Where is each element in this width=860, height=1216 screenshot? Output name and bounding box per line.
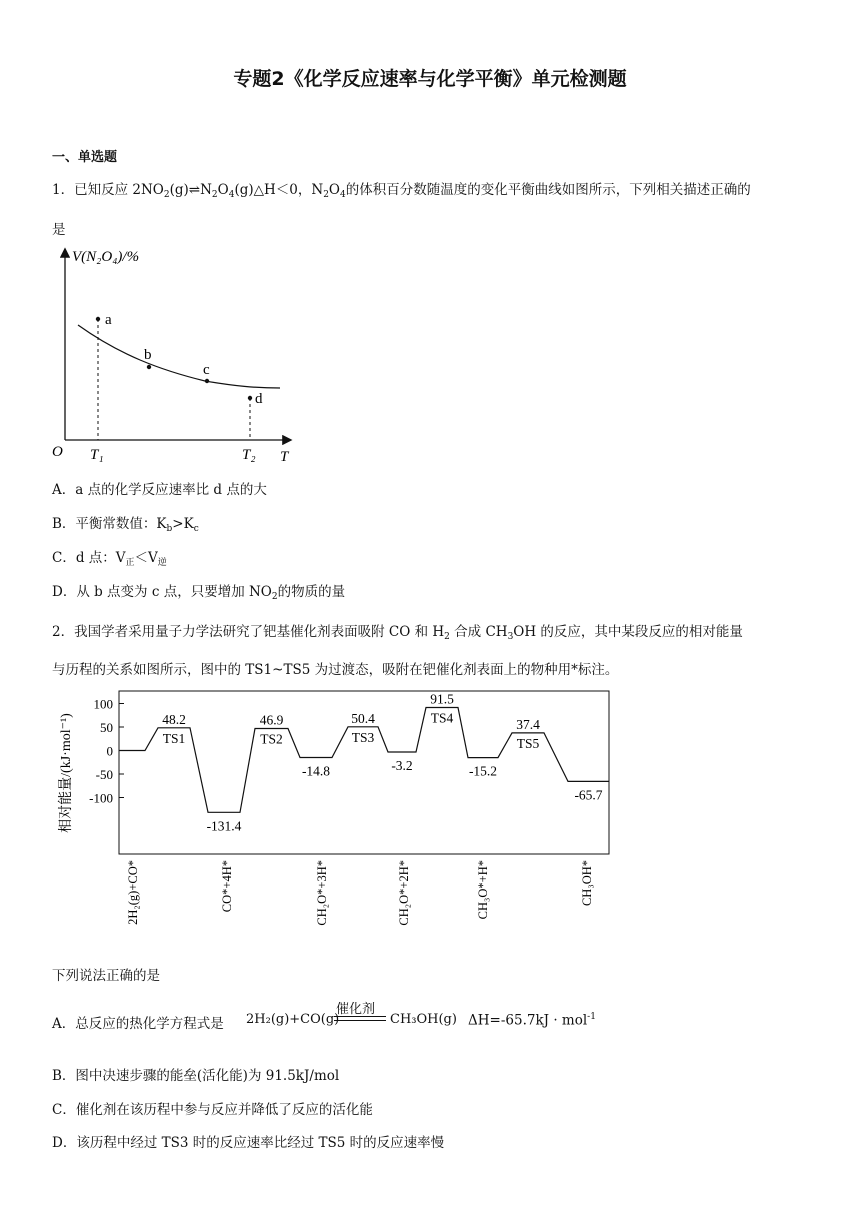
point-a	[96, 317, 100, 321]
q2-option-d[interactable]: D．该历程中经过 TS3 时的反应速率比经过 TS5 时的反应速率慢	[52, 1135, 445, 1151]
equilibrium-curve	[78, 325, 280, 388]
q2-sub: 3	[507, 632, 514, 642]
q1-optc-sub-ni: 逆	[157, 558, 167, 568]
ts-label: TS2	[260, 731, 283, 747]
q1-stem	[52, 178, 751, 198]
point-c	[205, 379, 209, 383]
q1-sub: 4	[228, 190, 235, 200]
value-label: -15.2	[468, 763, 498, 779]
q1-sub: 2	[211, 190, 218, 200]
point-a-label: a	[105, 312, 112, 328]
q1-sub: 4	[340, 190, 346, 200]
q1-optb-text: B．平衡常数值：K	[52, 516, 167, 532]
q2-opta-text: A．总反应的热化学方程式是	[52, 1016, 224, 1032]
value-label: -14.8	[301, 763, 331, 779]
state-label: CH₃O*+H*	[476, 860, 490, 920]
q1-option-c[interactable]	[52, 546, 167, 566]
value-label: -65.7	[574, 787, 603, 803]
value-label: -3.2	[391, 758, 413, 774]
q2-opta-equals	[334, 1016, 386, 1021]
y-tick-label: -50	[95, 767, 113, 782]
q2-sub: 2	[444, 632, 450, 642]
q1-stem-pre: 1．已知反应 2NO	[52, 182, 164, 198]
ts-label: TS3	[351, 729, 375, 745]
q1-equilibrium-graph	[50, 240, 300, 465]
q1-stem-post: (g)△H＜0，N	[234, 182, 324, 198]
value-label: 48.2	[162, 711, 186, 727]
q1-stem-post2: O	[328, 182, 340, 198]
q2-opta-eq-left: 2H₂(g)+CO(g)	[246, 1012, 340, 1027]
t2-label: T₂	[242, 447, 256, 463]
state-label: CO*+4H*	[220, 860, 234, 913]
q1-stem-post3: 的体积百分数随温度的变化平衡曲线如图所示，下列相关描述正确的	[345, 182, 751, 198]
point-d	[248, 396, 252, 400]
q1-optd-sub: 2	[271, 592, 278, 602]
graph-ylabel: V(N₂O₄)/%	[72, 249, 140, 265]
q1-optc-text: C．d 点：V	[52, 550, 126, 566]
q1-sub: 2	[163, 190, 170, 200]
value-label: 91.5	[430, 691, 454, 707]
q1-optb-sub-b: b	[166, 524, 173, 534]
state-label: CH₂O*+2H*	[397, 860, 411, 926]
q2-opta-catalyst: 催化剂	[336, 1002, 376, 1017]
q1-stem-mid2: O	[217, 182, 229, 198]
y-tick-label: 50	[100, 720, 113, 735]
q1-option-d[interactable]	[52, 580, 345, 600]
y-tick-label: 100	[93, 696, 113, 712]
point-b-label: b	[144, 347, 152, 363]
q2-stem-post: OH 的反应，其中某段反应的相对能量	[513, 624, 743, 640]
y-tick-label: -100	[89, 790, 113, 806]
section-heading: 一、单选题	[52, 150, 118, 165]
q1-optb-sub-c: c	[193, 524, 199, 534]
q1-optd-post: 的物质的量	[277, 584, 346, 600]
q1-optb-mid: >K	[172, 516, 194, 532]
q2-prompt: 下列说法正确的是	[52, 968, 160, 984]
point-b	[147, 365, 151, 369]
q2-option-b[interactable]: B．图中决速步骤的能垒(活化能)为 91.5kJ/mol	[52, 1068, 340, 1084]
q2-opta-sup: -1	[587, 1012, 596, 1022]
q1-optc-mid: ＜V	[134, 550, 158, 566]
q1-sub: 2	[323, 190, 329, 200]
q1-stem-line2: 是	[52, 222, 66, 238]
t1-label: T₁	[90, 447, 104, 463]
ts-label: TS4	[430, 710, 454, 726]
q2-opta-dh	[468, 1012, 596, 1029]
state-label: 2H₂(g)+CO*	[126, 860, 140, 925]
q1-stem-mid1: (g)⇌N	[169, 182, 212, 198]
q1-optd-text: D．从 b 点变为 c 点，只要增加 NO	[52, 584, 272, 600]
q2-stem-pre: 2．我国学者采用量子力学法研究了钯基催化剂表面吸附 CO 和 H	[52, 624, 445, 640]
point-c-label: c	[203, 362, 210, 378]
q2-option-c[interactable]: C．催化剂在该历程中参与反应并降低了反应的活化能	[52, 1102, 373, 1118]
point-d-label: d	[255, 391, 263, 407]
value-label: 50.4	[351, 710, 375, 726]
value-label: 37.4	[516, 716, 540, 732]
state-label: CH₃OH*	[580, 860, 594, 907]
ts-label: TS1	[162, 730, 186, 746]
state-label: CH₂O*+3H*	[315, 860, 329, 926]
q2-stem-line2: 与历程的关系如图所示，图中的 TS1~TS5 为过渡态，吸附在钯催化剂表面上的物种用*标注。	[52, 662, 619, 678]
q1-option-a[interactable]: A．a 点的化学反应速率比 d 点的大	[52, 482, 267, 498]
ts-label: TS5	[516, 735, 540, 751]
x-axis-label: T	[280, 449, 289, 465]
q2-stem-line1	[52, 620, 743, 640]
q1-option-b[interactable]	[52, 512, 199, 532]
y-tick-label: 0	[106, 743, 113, 759]
origin-label: O	[52, 444, 63, 460]
value-label: -131.4	[206, 818, 242, 834]
energy-profile-chart	[50, 688, 620, 950]
q2-stem-mid: 合成 CH	[449, 624, 508, 640]
q1-optc-sub-zheng: 正	[125, 558, 135, 568]
q2-opta-dh-text: ΔH=-65.7kJ · mol	[468, 1012, 588, 1029]
chart-ylabel: 相对能量/(kJ·mol⁻¹)	[59, 713, 74, 833]
page-title: 专题2《化学反应速率与化学平衡》单元检测题	[233, 68, 627, 90]
value-label: 46.9	[259, 712, 284, 728]
q2-opta-eq-right: CH₃OH(g)	[390, 1012, 457, 1027]
q2-option-a[interactable]	[52, 1012, 224, 1032]
